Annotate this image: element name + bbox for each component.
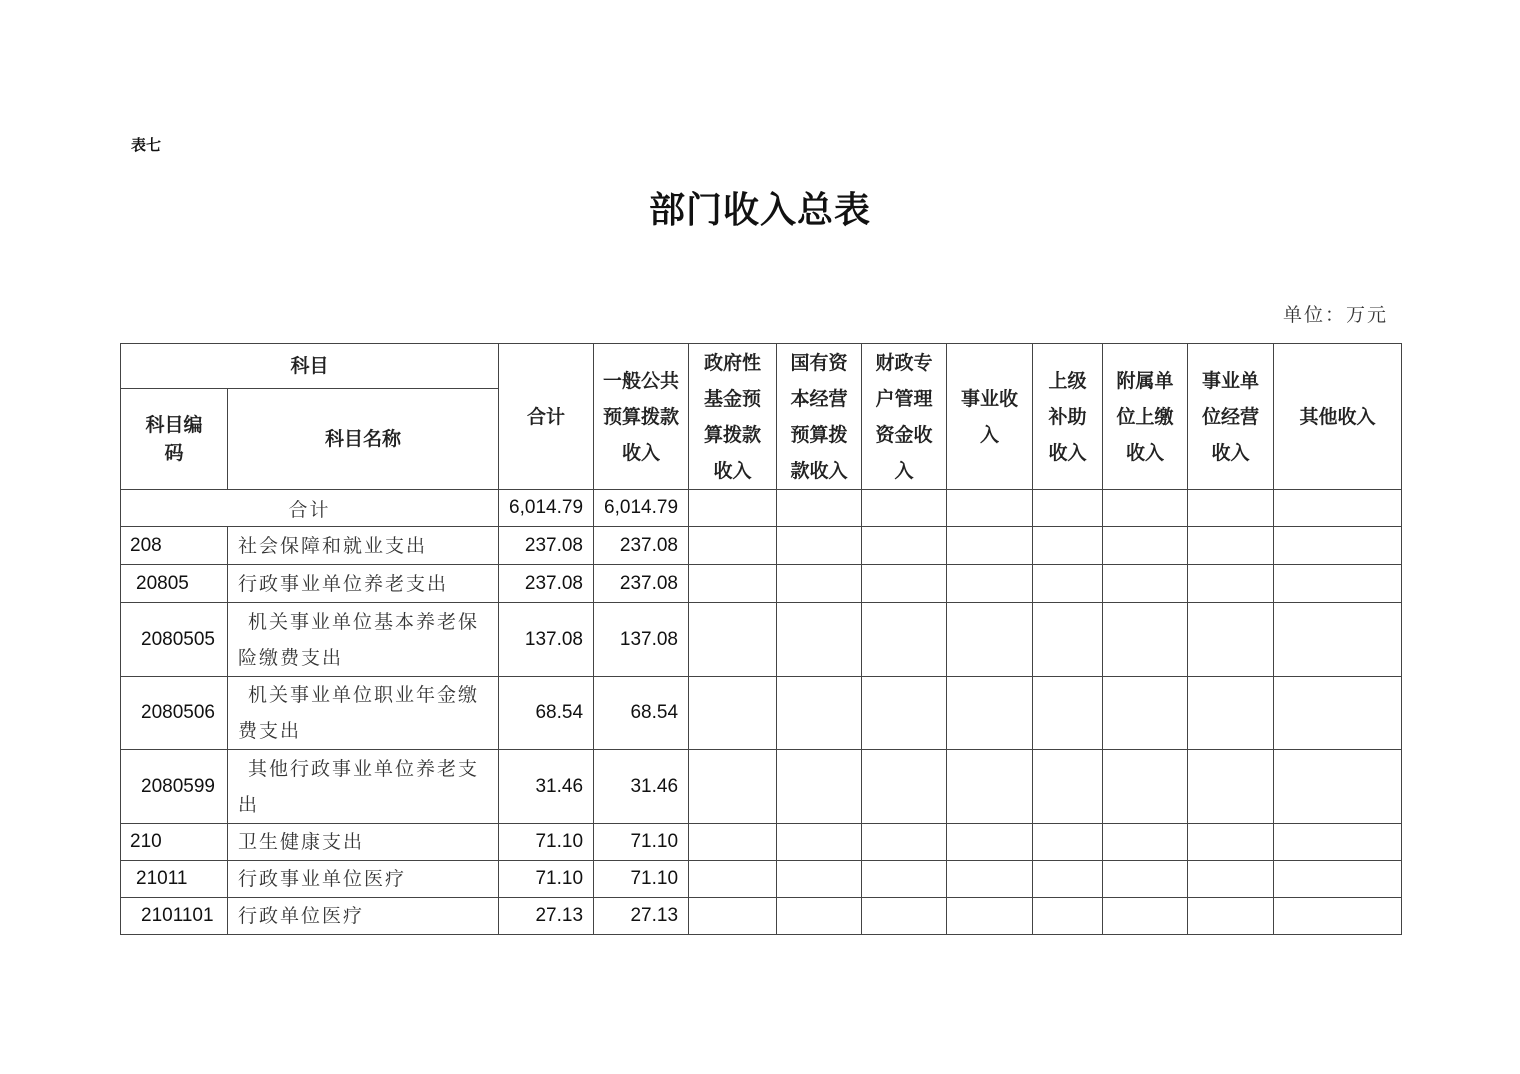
header-state-capital: 国有资本经营预算拨款收入	[777, 344, 862, 490]
header-affiliated-income: 附属单位上缴收入	[1103, 344, 1188, 490]
total-value: 6,014.79	[499, 490, 594, 527]
page-title: 部门收入总表	[648, 189, 871, 231]
row-code: 208	[121, 527, 228, 565]
total-label: 合计	[121, 490, 499, 527]
header-total: 合计	[499, 344, 594, 490]
row-code: 2101101	[121, 898, 228, 935]
header-row-1	[121, 344, 1402, 389]
row-name: 机关事业单位基本养老保险缴费支出	[228, 603, 499, 677]
table-row	[121, 565, 1402, 603]
header-general-budget: 一般公共预算拨款收入	[594, 344, 689, 490]
row-name: 机关事业单位职业年金缴费支出	[228, 677, 499, 750]
row-name: 社会保障和就业支出	[228, 527, 499, 565]
row-code: 2080599	[121, 750, 228, 824]
row-name: 行政单位医疗	[228, 898, 499, 935]
table-row	[121, 898, 1402, 935]
row-name: 行政事业单位养老支出	[228, 565, 499, 603]
row-general-budget: 71.10	[594, 824, 689, 861]
table-row	[121, 527, 1402, 565]
row-total: 31.46	[499, 750, 594, 824]
row-total: 137.08	[499, 603, 594, 677]
header-fiscal-special: 财政专户管理资金收入	[862, 344, 947, 490]
row-code: 2080505	[121, 603, 228, 677]
header-subject: 科目	[121, 344, 499, 389]
row-general-budget: 27.13	[594, 898, 689, 935]
row-total: 237.08	[499, 527, 594, 565]
row-total: 71.10	[499, 861, 594, 898]
table-row	[121, 861, 1402, 898]
header-gov-fund: 政府性基金预算拨款收入	[689, 344, 777, 490]
row-name: 行政事业单位医疗	[228, 861, 499, 898]
table-number: 表七	[131, 136, 162, 154]
table-row-total	[121, 490, 1402, 527]
row-total: 237.08	[499, 565, 594, 603]
row-general-budget: 31.46	[594, 750, 689, 824]
row-code: 20805	[121, 565, 228, 603]
table-row	[121, 750, 1402, 824]
row-total: 68.54	[499, 677, 594, 750]
header-operating-income: 事业单位经营收入	[1188, 344, 1274, 490]
header-superior-subsidy: 上级补助收入	[1033, 344, 1103, 490]
header-business-income: 事业收入	[947, 344, 1033, 490]
row-general-budget: 237.08	[594, 565, 689, 603]
row-general-budget: 137.08	[594, 603, 689, 677]
row-total: 27.13	[499, 898, 594, 935]
table-row	[121, 603, 1402, 677]
row-code: 210	[121, 824, 228, 861]
row-general-budget: 68.54	[594, 677, 689, 750]
table-row	[121, 824, 1402, 861]
row-general-budget: 71.10	[594, 861, 689, 898]
total-general-budget: 6,014.79	[594, 490, 689, 527]
row-code: 2080506	[121, 677, 228, 750]
row-code: 21011	[121, 861, 228, 898]
row-name: 卫生健康支出	[228, 824, 499, 861]
unit-label: 单位：万元	[1282, 304, 1388, 326]
income-table	[120, 343, 1402, 935]
row-name: 其他行政事业单位养老支出	[228, 750, 499, 824]
header-other-income: 其他收入	[1274, 344, 1402, 490]
table-row	[121, 677, 1402, 750]
header-subject-name: 科目名称	[228, 389, 499, 490]
row-total: 71.10	[499, 824, 594, 861]
row-general-budget: 237.08	[594, 527, 689, 565]
header-subject-code: 科目编码	[121, 389, 228, 490]
